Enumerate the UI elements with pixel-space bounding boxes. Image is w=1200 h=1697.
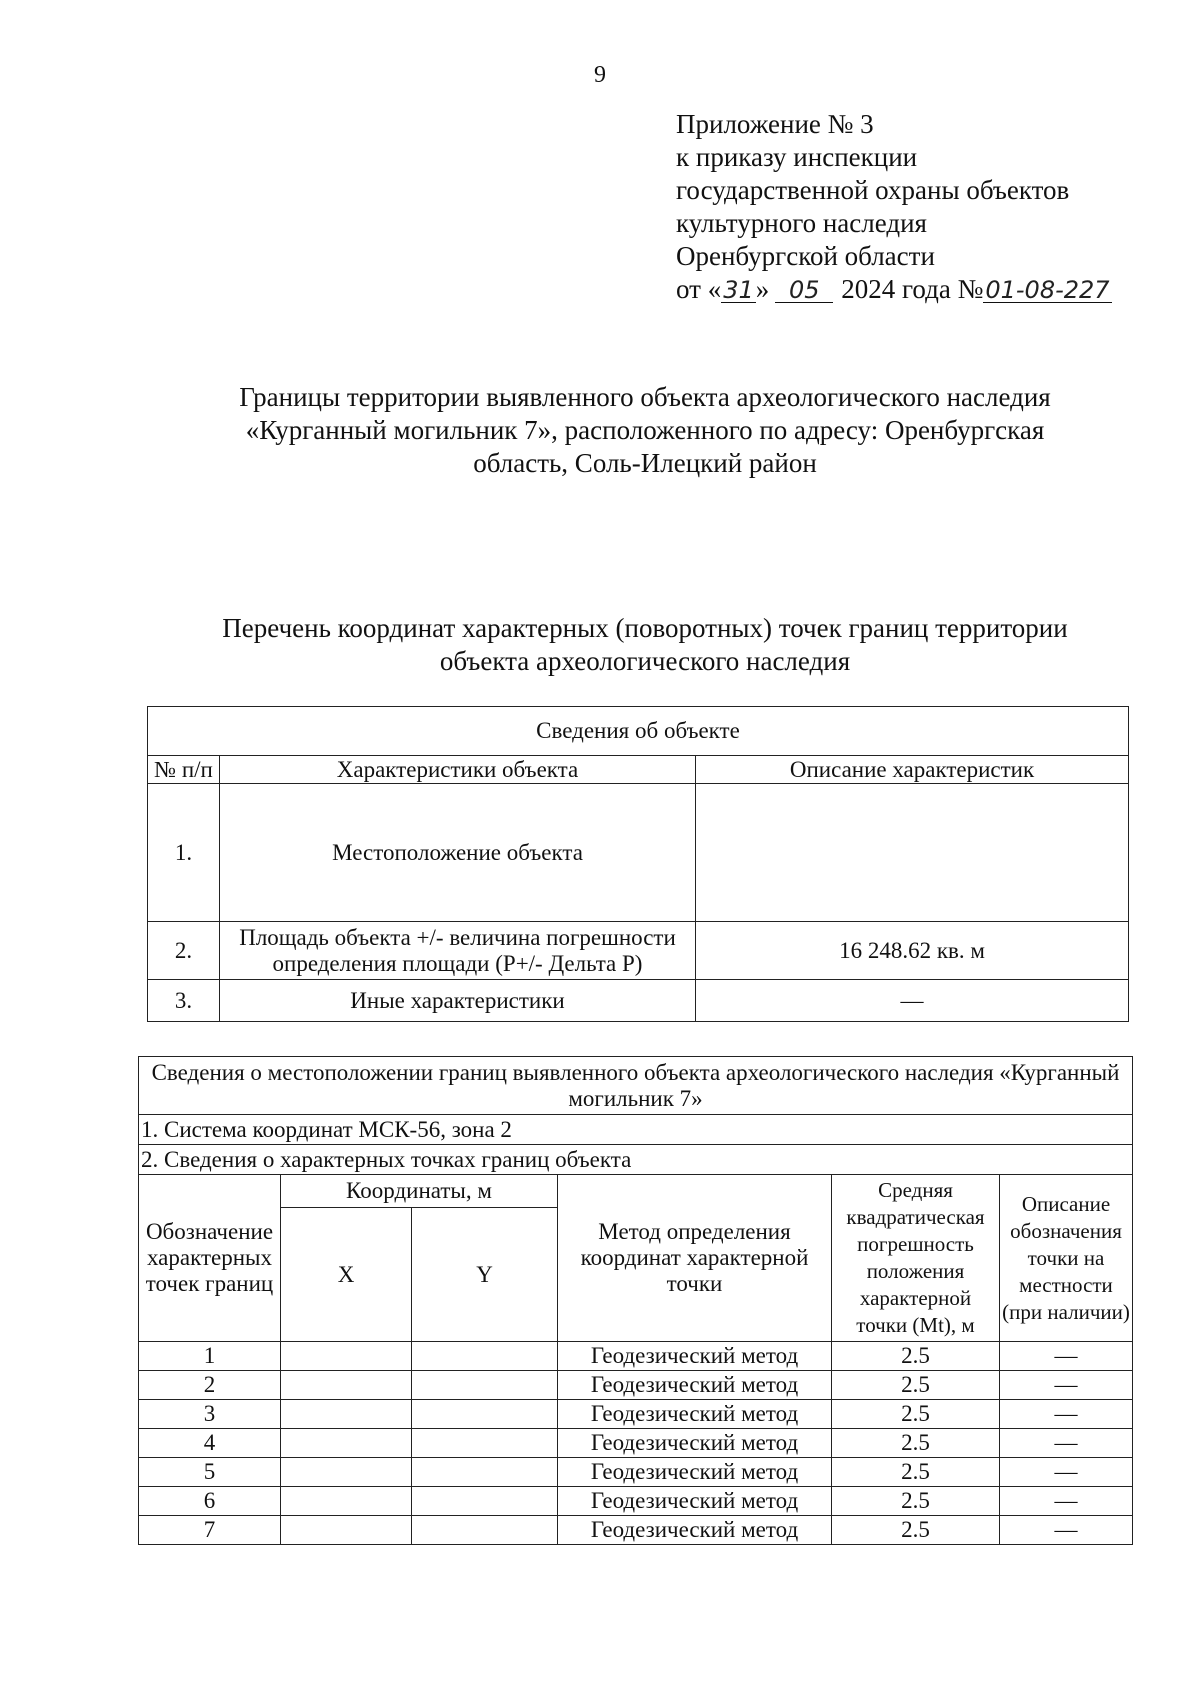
col-y-header: Y	[412, 1208, 558, 1342]
point-x	[281, 1458, 412, 1487]
points-table-header: Сведения о местоположении границ выявленного объекта археологического наследия «Курганный могильник 7»	[139, 1057, 1133, 1115]
date-mid: »	[755, 274, 770, 304]
col-desc-header: Описание характеристик	[696, 756, 1129, 784]
point-description: —	[1000, 1371, 1133, 1400]
table-row	[139, 1516, 1133, 1545]
point-y	[412, 1458, 558, 1487]
point-description: —	[1000, 1429, 1133, 1458]
point-number: 7	[139, 1516, 281, 1545]
point-error: 2.5	[832, 1516, 1000, 1545]
point-x	[281, 1400, 412, 1429]
table-row	[139, 1458, 1133, 1487]
appendix-block	[676, 108, 1112, 306]
handwritten-month: 05	[775, 278, 833, 303]
points-section: 2. Сведения о характерных точках границ объекта	[139, 1145, 1133, 1175]
table-row	[139, 1487, 1133, 1516]
point-method: Геодезический метод	[558, 1458, 832, 1487]
point-number: 3	[139, 1400, 281, 1429]
row-desc: —	[696, 980, 1129, 1022]
point-error: 2.5	[832, 1400, 1000, 1429]
subtitle-line-1: Перечень координат характерных (поворотных) точек границ территории	[222, 613, 1068, 643]
point-number: 4	[139, 1429, 281, 1458]
point-x	[281, 1342, 412, 1371]
point-error: 2.5	[832, 1458, 1000, 1487]
point-method: Геодезический метод	[558, 1429, 832, 1458]
point-x	[281, 1429, 412, 1458]
col-designation-header: Обозначение характерных точек границ	[139, 1175, 281, 1342]
point-method: Геодезический метод	[558, 1371, 832, 1400]
boundary-points-table	[138, 1056, 1133, 1545]
appendix-line-1: Приложение № 3	[676, 109, 874, 139]
point-error: 2.5	[832, 1371, 1000, 1400]
point-y	[412, 1371, 558, 1400]
year-text: 2024 года №	[841, 274, 984, 304]
point-number: 5	[139, 1458, 281, 1487]
col-char-header: Характеристики объекта	[220, 756, 696, 784]
date-prefix: от «	[676, 274, 722, 304]
point-error: 2.5	[832, 1429, 1000, 1458]
coordinate-system: 1. Система координат МСК-56, зона 2	[139, 1115, 1133, 1145]
object-info-table	[147, 706, 1129, 1022]
point-x	[281, 1487, 412, 1516]
point-description: —	[1000, 1516, 1133, 1545]
point-x	[281, 1371, 412, 1400]
row-num: 1.	[148, 784, 220, 922]
point-number: 6	[139, 1487, 281, 1516]
col-x-header: X	[281, 1208, 412, 1342]
appendix-line-2: к приказу инспекции	[676, 142, 918, 172]
point-x	[281, 1516, 412, 1545]
table-row	[139, 1400, 1133, 1429]
point-number: 2	[139, 1371, 281, 1400]
col-coords-header: Координаты, м	[281, 1175, 558, 1208]
col-num-header: № п/п	[148, 756, 220, 784]
handwritten-day: 31	[723, 276, 754, 304]
point-description: —	[1000, 1458, 1133, 1487]
table-row	[139, 1342, 1133, 1371]
point-y	[412, 1516, 558, 1545]
appendix-line-5: Оренбургской области	[676, 241, 935, 271]
point-description: —	[1000, 1342, 1133, 1371]
col-method-header: Метод определения координат характерной точки	[558, 1175, 832, 1342]
row-char: Местоположение объекта	[220, 784, 696, 922]
row-char: Площадь объекта +/- величина погрешности определения площади (Р+/- Дельта Р)	[220, 922, 696, 980]
col-error-header: Средняя квадратическая погрешность положения характерной точки (Mt), м	[832, 1175, 1000, 1342]
list-title	[150, 612, 1140, 678]
point-method: Геодезический метод	[558, 1487, 832, 1516]
point-error: 2.5	[832, 1342, 1000, 1371]
object-table-header: Сведения об объекте	[148, 707, 1129, 756]
row-num: 3.	[148, 980, 220, 1022]
table-row	[139, 1429, 1133, 1458]
point-y	[412, 1429, 558, 1458]
row-char: Иные характеристики	[220, 980, 696, 1022]
point-y	[412, 1400, 558, 1429]
document-title	[150, 381, 1140, 480]
row-num: 2.	[148, 922, 220, 980]
point-method: Геодезический метод	[558, 1342, 832, 1371]
row-desc: 16 248.62 кв. м	[696, 922, 1129, 980]
appendix-line-3: государственной охраны объектов	[676, 175, 1070, 205]
page-number: 9	[594, 62, 606, 88]
point-method: Геодезический метод	[558, 1400, 832, 1429]
point-y	[412, 1487, 558, 1516]
handwritten-number: 01-08-227	[985, 276, 1110, 304]
point-y	[412, 1342, 558, 1371]
point-number: 1	[139, 1342, 281, 1371]
point-description: —	[1000, 1487, 1133, 1516]
title-line-2: «Курганный могильник 7», расположенного по адресу: Оренбургская	[245, 415, 1045, 445]
point-description: —	[1000, 1400, 1133, 1429]
appendix-date-line	[676, 273, 1112, 306]
point-method: Геодезический метод	[558, 1516, 832, 1545]
appendix-line-4: культурного наследия	[676, 208, 927, 238]
table-row	[139, 1371, 1133, 1400]
subtitle-line-2: объекта археологического наследия	[439, 646, 851, 676]
title-line-1: Границы территории выявленного объекта археологического наследия	[239, 382, 1051, 412]
col-descr-header: Описание обозначения точки на местности (при наличии)	[1000, 1175, 1133, 1342]
title-line-3: область, Соль-Илецкий район	[473, 448, 817, 478]
row-desc	[696, 784, 1129, 922]
point-error: 2.5	[832, 1487, 1000, 1516]
